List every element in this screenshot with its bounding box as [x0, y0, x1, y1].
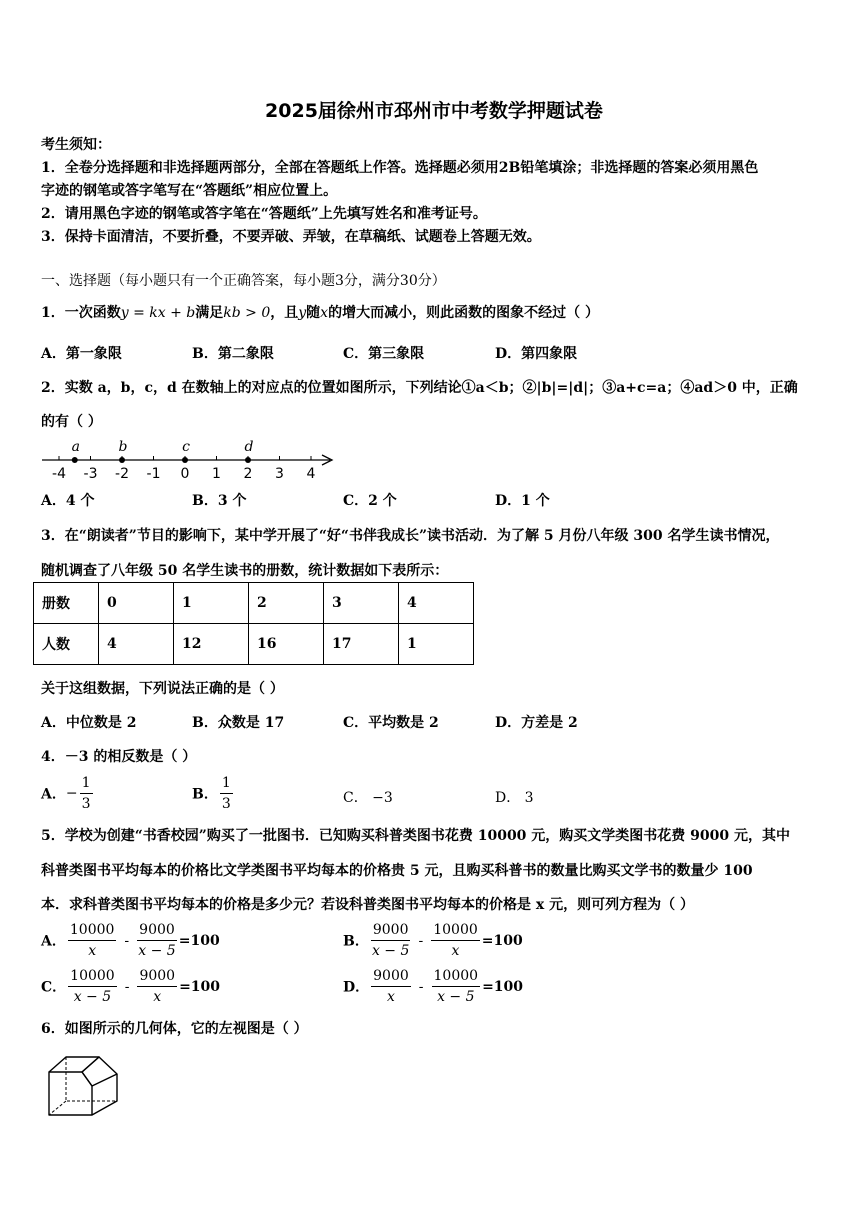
section-heading: 一、选择题（每小题只有一个正确答案，每小题3分，满分30分） — [41, 273, 446, 289]
axis-tick-label: 4 — [306, 466, 316, 482]
option-a: A．中位数是 2 — [41, 715, 137, 731]
table-cell: 17 — [324, 624, 399, 665]
option-a: A．4 个 — [41, 493, 95, 509]
table-cell: 4 — [99, 624, 174, 665]
table-cell: 1 — [174, 583, 249, 624]
axis-tick-label: 0 — [180, 466, 190, 482]
axis-tick-label: -1 — [146, 466, 161, 482]
option-d: D．1 个 — [495, 493, 550, 509]
data-table — [33, 582, 474, 665]
point-a — [72, 457, 78, 463]
option-a: A．第一象限 — [41, 346, 122, 362]
notice-item: 字迹的钢笔或答字笔写在“答题纸”相应位置上。 — [41, 183, 338, 199]
point-b — [119, 457, 125, 463]
point-c — [182, 457, 188, 463]
option-d: D．第四象限 — [495, 346, 578, 362]
option-b: B．第二象限 — [192, 346, 274, 362]
option-b: B．3 个 — [192, 493, 247, 509]
table-cell: 册数 — [34, 583, 99, 624]
axis-tick-label: 2 — [243, 466, 253, 482]
axis-tick-label: 3 — [275, 466, 284, 482]
option-c: C． −3 — [343, 790, 393, 806]
table-cell: 12 — [174, 624, 249, 665]
option-d: D． $\frac{9000}{x}$ - $\frac{10000}{x - 5}$ =100 — [343, 968, 524, 1005]
question-6-stem: 6．如图所示的几何体，它的左视图是（ ） — [41, 1021, 308, 1037]
point-label: c — [182, 439, 190, 455]
question-3-stem-cont: 随机调查了八年级 50 名学生读书的册数，统计数据如下表所示： — [41, 563, 449, 579]
question-3-prompt: 关于这组数据，下列说法正确的是（ ） — [41, 681, 284, 697]
option-a: A．− $\frac{1}{3}$ — [41, 775, 91, 812]
number-line-figure — [40, 434, 340, 484]
table-cell: 人数 — [34, 624, 99, 665]
table-cell: 1 — [399, 624, 474, 665]
notice-heading: 考生须知： — [41, 137, 111, 153]
option-c: C． $\frac{10000}{x - 5}$ - $\frac{9000}{x}$ =100 — [41, 968, 221, 1005]
option-b: B． $\frac{1}{3}$ — [192, 775, 231, 812]
question-5-stem-cont: 本．求科普类图书平均每本的价格是多少元？若设科普类图书平均每本的价格是 x 元，则可列方程为（ ） — [41, 897, 694, 913]
option-c: C．2 个 — [343, 493, 397, 509]
page-title: 2025届徐州市邳州市中考数学押题试卷 — [265, 100, 603, 122]
axis-tick-label: -2 — [115, 466, 129, 482]
option-d: D．方差是 2 — [495, 715, 578, 731]
option-c: C．第三象限 — [343, 346, 425, 362]
option-b: B．众数是 17 — [192, 715, 285, 731]
option-a: A． $\frac{10000}{x}$ - $\frac{9000}{x - 5}$ =100 — [41, 922, 220, 959]
point-label: a — [71, 439, 80, 455]
question-2-stem-cont: 的有（ ） — [41, 414, 102, 430]
option-c: C．平均数是 2 — [343, 715, 439, 731]
axis-tick-label: 1 — [212, 466, 221, 482]
notice-item: 3．保持卡面清洁，不要折叠，不要弄破、弄皱，在草稿纸、试题卷上答题无效。 — [41, 229, 541, 245]
table-cell: 0 — [99, 583, 174, 624]
table-row — [34, 624, 474, 665]
question-5-stem: 5．学校为创建“书香校园”购买了一批图书．已知购买科普类图书花费 10000 元，购买文学类图书花费 9000 元，其中 — [41, 828, 791, 844]
option-b: B． $\frac{9000}{x - 5}$ - $\frac{10000}{x}$ =100 — [343, 922, 523, 959]
question-1-stem: 1．一次函数y = kx + b满足kb > 0，且y随x的增大而减小，则此函数的图象不经过（ ） — [41, 305, 599, 321]
notice-item: 2．请用黑色字迹的钢笔或答字笔在“答题纸”上先填写姓名和准考证号。 — [41, 206, 487, 222]
question-4-stem: 4．－3 的相反数是（ ） — [41, 749, 197, 765]
option-d: D． 3 — [495, 790, 534, 806]
point-label: d — [244, 439, 254, 455]
point-label: b — [118, 439, 128, 455]
axis-tick-label: -3 — [83, 466, 98, 482]
table-cell: 2 — [249, 583, 324, 624]
geometric-solid-figure — [44, 1052, 124, 1120]
point-d — [245, 457, 251, 463]
question-2-stem: 2．实数 a，b，c，d 在数轴上的对应点的位置如图所示，下列结论①a＜b；②|b|=|d|；③a+c=a；④ad＞0 中，正确 — [41, 380, 798, 396]
question-3-stem: 3．在“朗读者”节目的影响下，某中学开展了“好“书伴我成长”读书活动．为了解 5 月份八年级 300 名学生读书情况， — [41, 528, 780, 544]
table-cell: 3 — [324, 583, 399, 624]
table-cell: 4 — [399, 583, 474, 624]
question-5-stem-cont: 科普类图书平均每本的价格比文学类图书平均每本的价格贵 5 元，且购买科普书的数量比购买文学书的数量少 100 — [41, 863, 753, 879]
axis-tick-label: -4 — [52, 466, 66, 482]
notice-item: 1．全卷分选择题和非选择题两部分，全部在答题纸上作答。选择题必须用2B铅笔填涂；非选择题的答案必须用黑色 — [41, 160, 759, 176]
table-row — [34, 583, 474, 624]
table-cell: 16 — [249, 624, 324, 665]
